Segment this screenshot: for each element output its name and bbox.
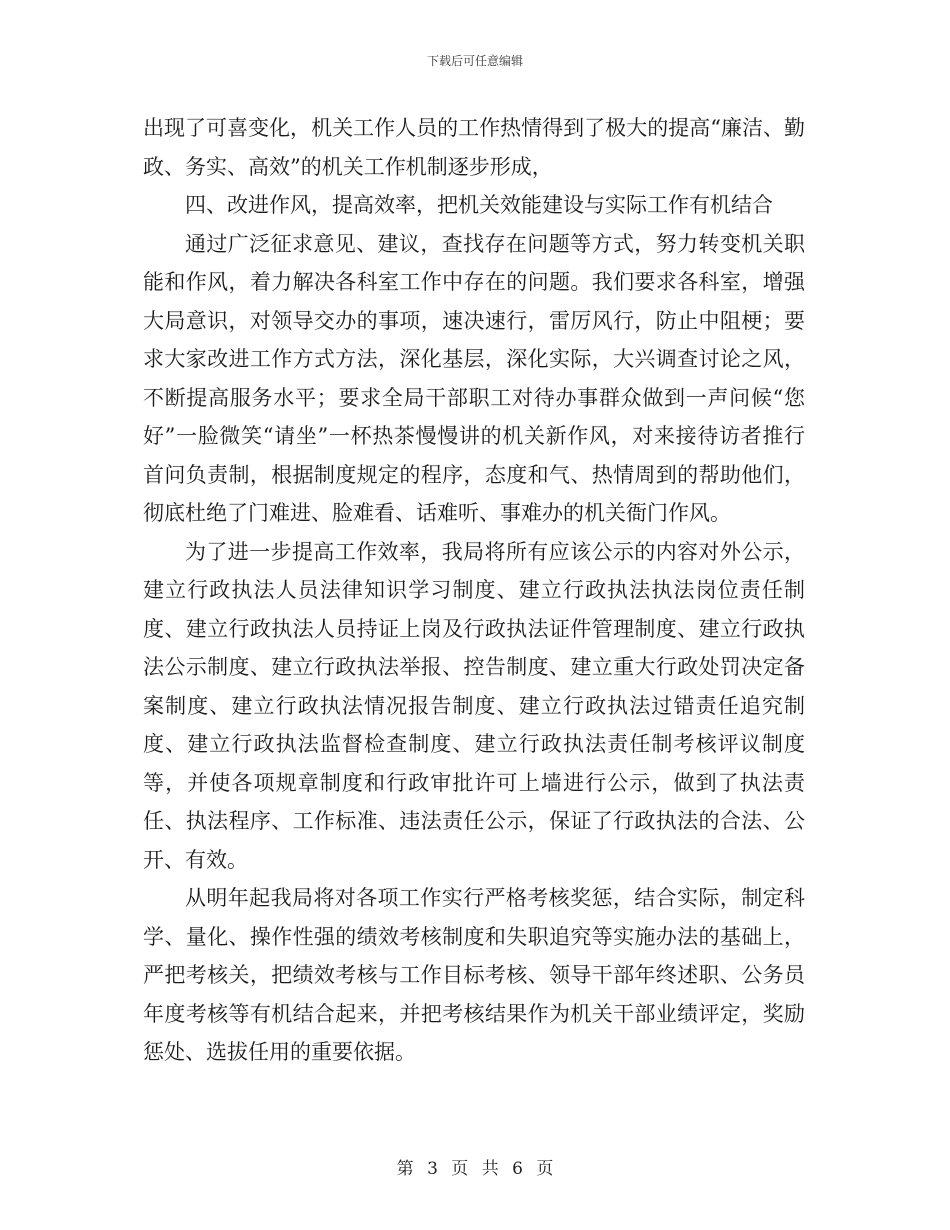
paragraph: 为了进一步提高工作效率，我局将所有应该公示的内容对外公示，建立行政执法人员法律知识学习制度、建立行政执法执法岗位责任制度、建立行政执法人员持证上岗及行政执法证件管理制度、建立行政执法公示制度、建立行政执法举报、控告制度、建立重大行政处罚决定备案制度、建立行政执法情况报告制度、建立行政执法过错责任追究制度、建立行政执法监督检查制度、建立行政执法责任制考核评议制度等，并使各项规章制度和行政审批许可上墙进行公示，做到了执法责任、执法程序、工作标准、违法责任公示，保证了行政执法的合法、公开、有效。: [143, 539, 805, 872]
paragraph: 通过广泛征求意见、建议，查找存在问题等方式，努力转变机关职能和作风，着力解决各科室工作中存在的问题。我们要求各科室，增强大局意识，对领导交办的事项，速决速行，雷厉风行，防止中阻梗；要求大家改进工作方式方法，深化基层，深化实际，大兴调查讨论之风，不断提高服务水平；要求全局干部职工对待办事群众做到一声问候“您好”一脸微笑“请坐”一杯热茶慢慢讲的机关新作风，对来接待访者推行首问负责制，根据制度规定的程序，态度和气、热情周到的帮助他们，彻底杜绝了门难进、脸难看、话难听、事难办的机关衙门作风。: [143, 231, 805, 525]
document-body: [143, 109, 805, 1072]
section-heading: 四、改进作风，提高效率，把机关效能建设与实际工作有机结合: [185, 193, 773, 217]
page-number: 第 3 页 共 6 页: [396, 1159, 554, 1179]
page-header: 下载后可任意编辑: [426, 54, 523, 68]
paragraph: 从明年起我局将对各项工作实行严格考核奖惩，结合实际，制定科学、量化、操作性强的绩效考核制度和失职追究等实施办法的基础上，严把考核关，把绩效考核与工作目标考核、领导干部年终述职、公务员年度考核等有机结合起来，并把考核结果作为机关干部业绩评定，奖励惩处、选拔任用的重要依据。: [143, 886, 805, 1064]
paragraph-continuation: 出现了可喜变化，机关工作人员的工作热情得到了极大的提高“廉洁、勤政、务实、高效”的机关工作机制逐步形成，: [143, 116, 805, 179]
